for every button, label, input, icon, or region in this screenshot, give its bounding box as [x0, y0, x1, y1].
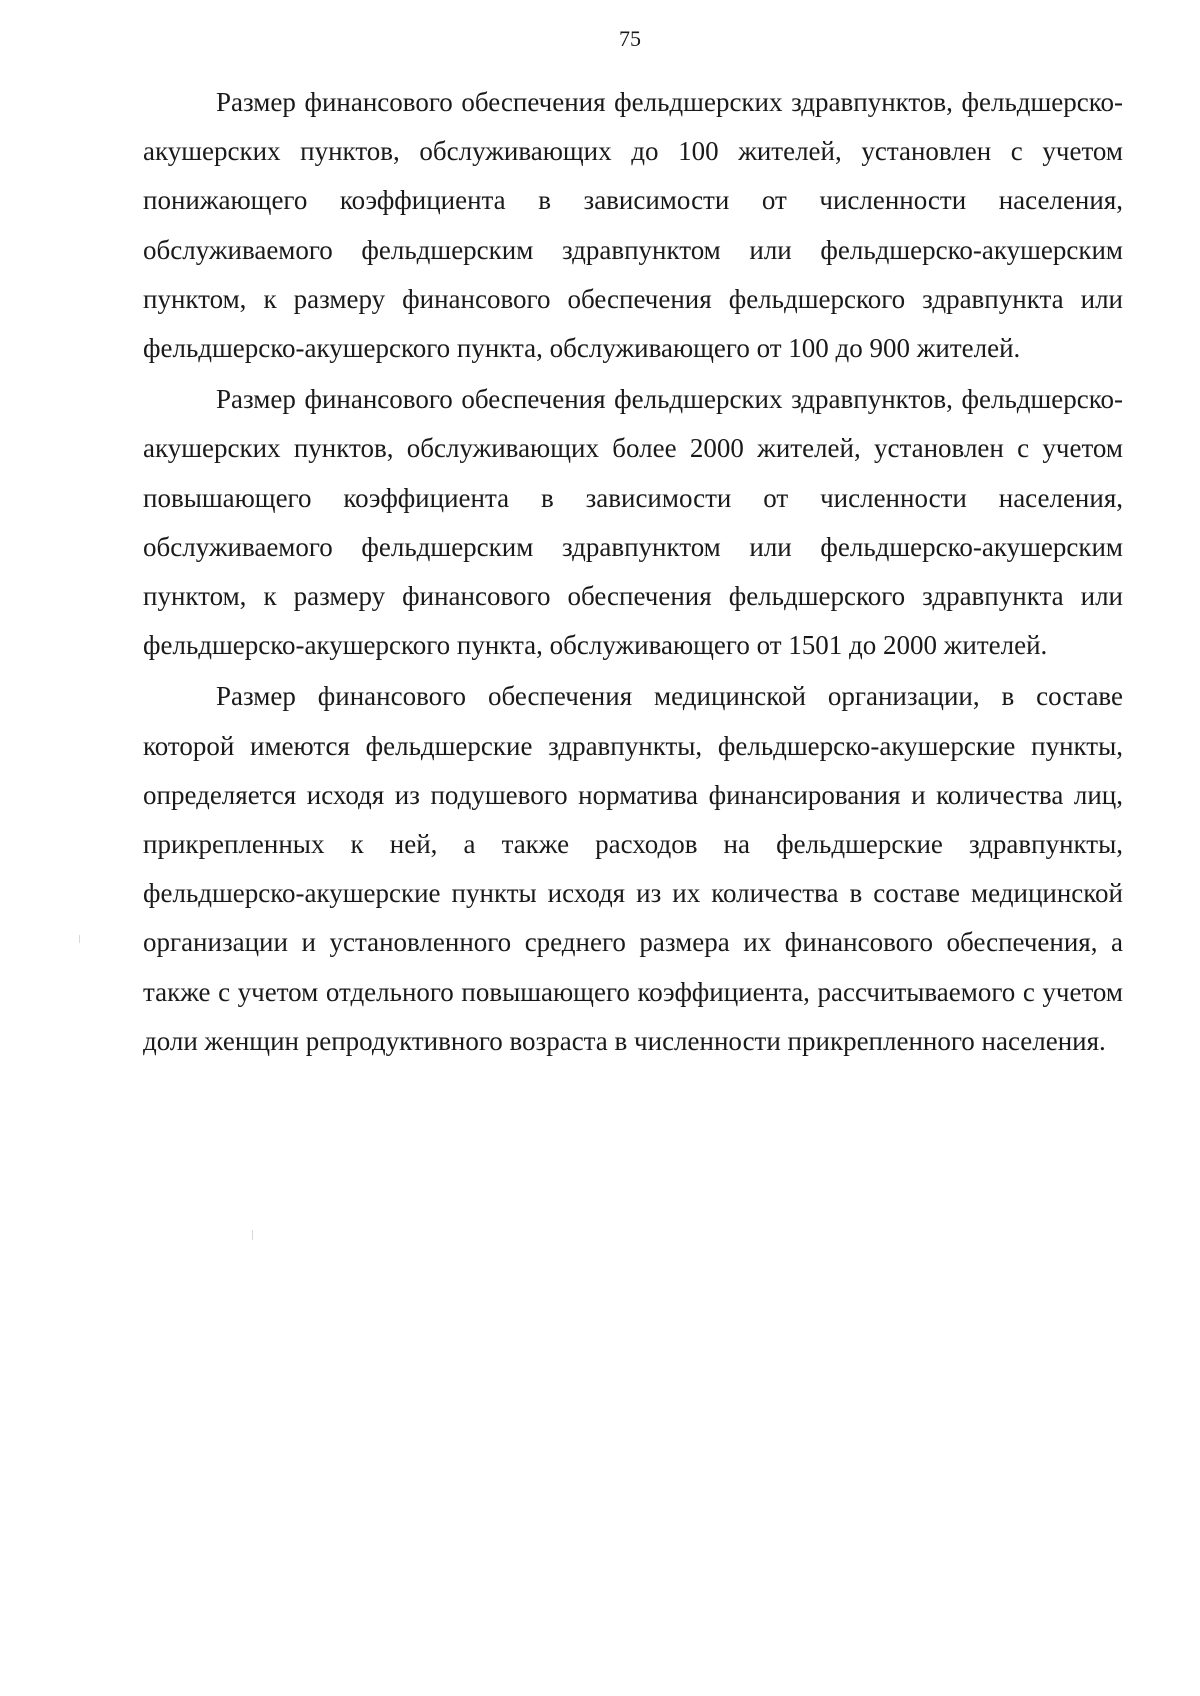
paragraph-medical-organization-funding: Размер финансового обеспечения медицинской организации, в составе которой имеются фельдшерские здравпункты, фельдшерско-акушерские пункты, определяется исходя из подушевого норматива финансирования и количества лиц, прикрепленных к ней, а также расходов на фельдшерские здравпункты, фельдшерско-акушерские пункты исходя из их количества в составе медицинской организации и установленного среднего размера их финансового обеспечения, а также с учетом отдельного повышающего коэффициента, рассчитываемого с учетом доли женщин репродуктивного возраста в численности прикрепленного населения.: [143, 681, 1123, 1056]
paragraph-reduced-coefficient: Размер финансового обеспечения фельдшерских здравпунктов, фельдшерско-акушерских пунктов, обслуживающих до 100 жителей, установлен с учетом понижающего коэффициента в зависимости от численности населения, обслуживаемого фельдшерским здравпунктом или фельдшерско-акушерским пунктом, к размеру финансового обеспечения фельдшерского здравпункта или фельдшерско-акушерского пункта, обслуживающего от 100 до 900 жителей.: [143, 87, 1123, 364]
scan-artifact: [79, 935, 80, 943]
page-number: 75: [619, 26, 641, 51]
scan-artifact: [252, 1230, 253, 1240]
paragraph-increased-coefficient: Размер финансового обеспечения фельдшерских здравпунктов, фельдшерско-акушерских пунктов, обслуживающих более 2000 жителей, установлен с учетом повышающего коэффициента в зависимости от численности населения, обслуживаемого фельдшерским здравпунктом или фельдшерско-акушерским пунктом, к размеру финансового обеспечения фельдшерского здравпункта или фельдшерско-акушерского пункта, обслуживающего от 1501 до 2000 жителей.: [143, 384, 1123, 661]
document-body: [143, 78, 1123, 1066]
